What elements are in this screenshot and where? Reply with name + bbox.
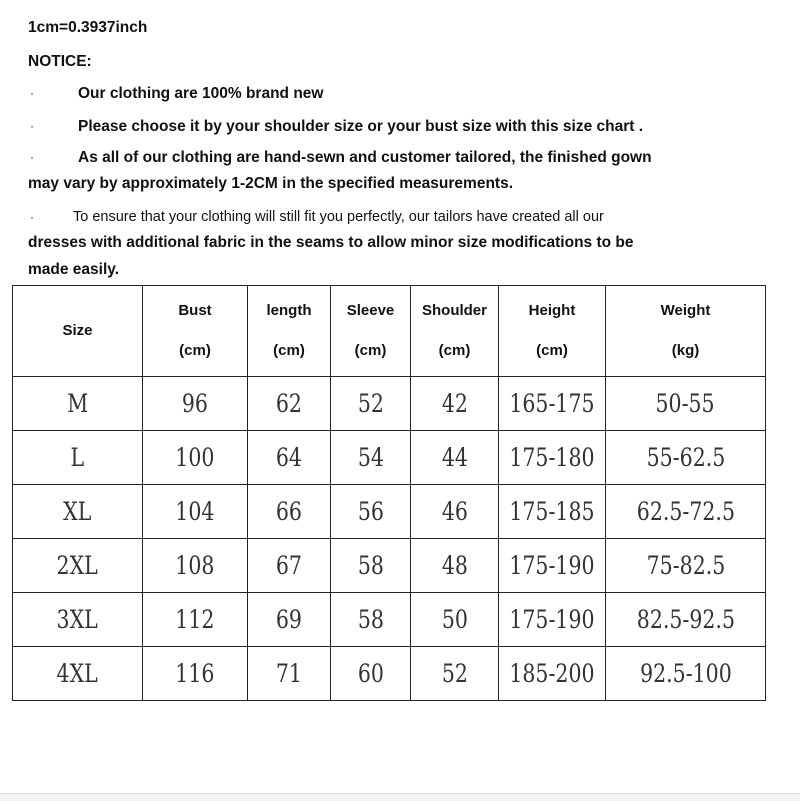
cell-value: 92.5-100 <box>639 659 732 688</box>
table-row <box>13 593 766 647</box>
cell-value: 2XL <box>56 551 99 580</box>
table-cell <box>248 377 331 431</box>
cell-value: 175-185 <box>509 497 595 526</box>
table-header-row <box>13 286 766 377</box>
note-line: To ensure that your clothing will still fit you perfectly, our tailors have created all our <box>73 209 604 225</box>
table-cell <box>248 539 331 593</box>
table-cell <box>606 593 766 647</box>
cell-value: 67 <box>275 551 303 580</box>
cell-value: 52 <box>441 659 468 688</box>
table-row <box>13 647 766 701</box>
cell-value: 46 <box>441 497 468 526</box>
table-cell <box>13 377 143 431</box>
table-cell <box>331 539 411 593</box>
table-cell <box>499 377 606 431</box>
table-row <box>13 377 766 431</box>
cell-value: 58 <box>357 605 384 634</box>
table-cell <box>499 485 606 539</box>
note-line: As all of our clothing are hand-sewn and customer tailored, the finished gown <box>78 149 652 166</box>
table-cell <box>499 539 606 593</box>
cell-value: 44 <box>441 443 468 472</box>
cell-value: 175-190 <box>509 605 595 634</box>
table-cell <box>13 539 143 593</box>
cell-value: 62 <box>275 389 303 418</box>
table-cell <box>606 647 766 701</box>
table-cell <box>499 647 606 701</box>
cell-value: 112 <box>175 605 215 634</box>
table-cell <box>411 647 499 701</box>
bullet: · <box>30 119 34 133</box>
cell-value: 104 <box>175 497 215 526</box>
cell-value: 108 <box>175 551 215 580</box>
table-row <box>13 431 766 485</box>
table-cell <box>13 485 143 539</box>
table-cell <box>13 647 143 701</box>
table-cell <box>143 377 248 431</box>
table-row <box>13 485 766 539</box>
cell-value: 100 <box>175 443 215 472</box>
table-cell <box>331 593 411 647</box>
table-cell <box>143 647 248 701</box>
note-line: made easily. <box>28 261 120 278</box>
cell-value: 71 <box>275 659 303 688</box>
cell-value: 82.5-92.5 <box>636 605 735 634</box>
cell-value: 116 <box>175 659 215 688</box>
cell-value: 60 <box>357 659 384 688</box>
table-cell <box>331 647 411 701</box>
cell-value: 64 <box>275 443 303 472</box>
bullet: · <box>30 86 34 100</box>
table-cell <box>606 485 766 539</box>
cell-value: 66 <box>275 497 303 526</box>
note-line: Please choose it by your shoulder size or your bust size with this size chart . <box>78 118 644 135</box>
bullet: · <box>30 210 34 224</box>
table-cell <box>606 539 766 593</box>
cell-value: 48 <box>441 551 468 580</box>
cell-value: 62.5-72.5 <box>636 497 735 526</box>
table-cell <box>248 593 331 647</box>
cell-value: XL <box>63 497 92 526</box>
table-cell <box>606 431 766 485</box>
table-cell <box>143 485 248 539</box>
cell-value: M <box>66 389 88 418</box>
cell-value: 52 <box>357 389 384 418</box>
table-cell <box>13 593 143 647</box>
conversion-note: 1cm=0.3937inch <box>28 19 148 36</box>
table-cell <box>606 377 766 431</box>
header-shoulder: Shoulder (cm) <box>411 286 499 377</box>
table-cell <box>143 431 248 485</box>
notice-heading: NOTICE: <box>28 53 92 70</box>
table-cell <box>499 431 606 485</box>
table-cell <box>411 485 499 539</box>
note-line: dresses with additional fabric in the seams to allow minor size modifications to be <box>28 234 634 251</box>
table-cell <box>143 539 248 593</box>
header-sleeve: Sleeve (cm) <box>331 286 411 377</box>
table-cell <box>248 431 331 485</box>
table-cell <box>331 377 411 431</box>
note-line: may vary by approximately 1-2CM in the specified measurements. <box>28 175 513 192</box>
table-cell <box>499 593 606 647</box>
table-cell <box>411 539 499 593</box>
cell-value: 55-62.5 <box>646 443 725 472</box>
table-cell <box>143 593 248 647</box>
cell-value: 175-190 <box>509 551 595 580</box>
table-cell <box>411 377 499 431</box>
header-height: Height (cm) <box>499 286 606 377</box>
header-weight: Weight (kg) <box>606 286 766 377</box>
note-line: Our clothing are 100% brand new <box>78 85 324 102</box>
cell-value: 58 <box>357 551 384 580</box>
cell-value: 96 <box>181 389 209 418</box>
cell-value: 175-180 <box>509 443 595 472</box>
cell-value: 185-200 <box>509 659 595 688</box>
cell-value: 165-175 <box>509 389 595 418</box>
table-cell <box>331 485 411 539</box>
table-cell <box>331 431 411 485</box>
cell-value: 4XL <box>56 659 99 688</box>
cell-value: 75-82.5 <box>646 551 725 580</box>
cell-value: 69 <box>275 605 303 634</box>
table-cell <box>13 431 143 485</box>
header-length: length (cm) <box>248 286 331 377</box>
table-cell <box>248 485 331 539</box>
bullet: · <box>30 150 34 164</box>
table-cell <box>411 431 499 485</box>
header-bust: Bust (cm) <box>143 286 248 377</box>
size-chart-table <box>12 285 766 701</box>
table-row <box>13 539 766 593</box>
cell-value: 42 <box>441 389 468 418</box>
cell-value: L <box>70 443 85 472</box>
table-cell <box>411 593 499 647</box>
cell-value: 50-55 <box>655 389 716 418</box>
cell-value: 56 <box>357 497 384 526</box>
table-cell <box>248 647 331 701</box>
header-size: Size <box>13 286 143 377</box>
cell-value: 54 <box>357 443 384 472</box>
cell-value: 3XL <box>56 605 99 634</box>
cell-value: 50 <box>441 605 468 634</box>
